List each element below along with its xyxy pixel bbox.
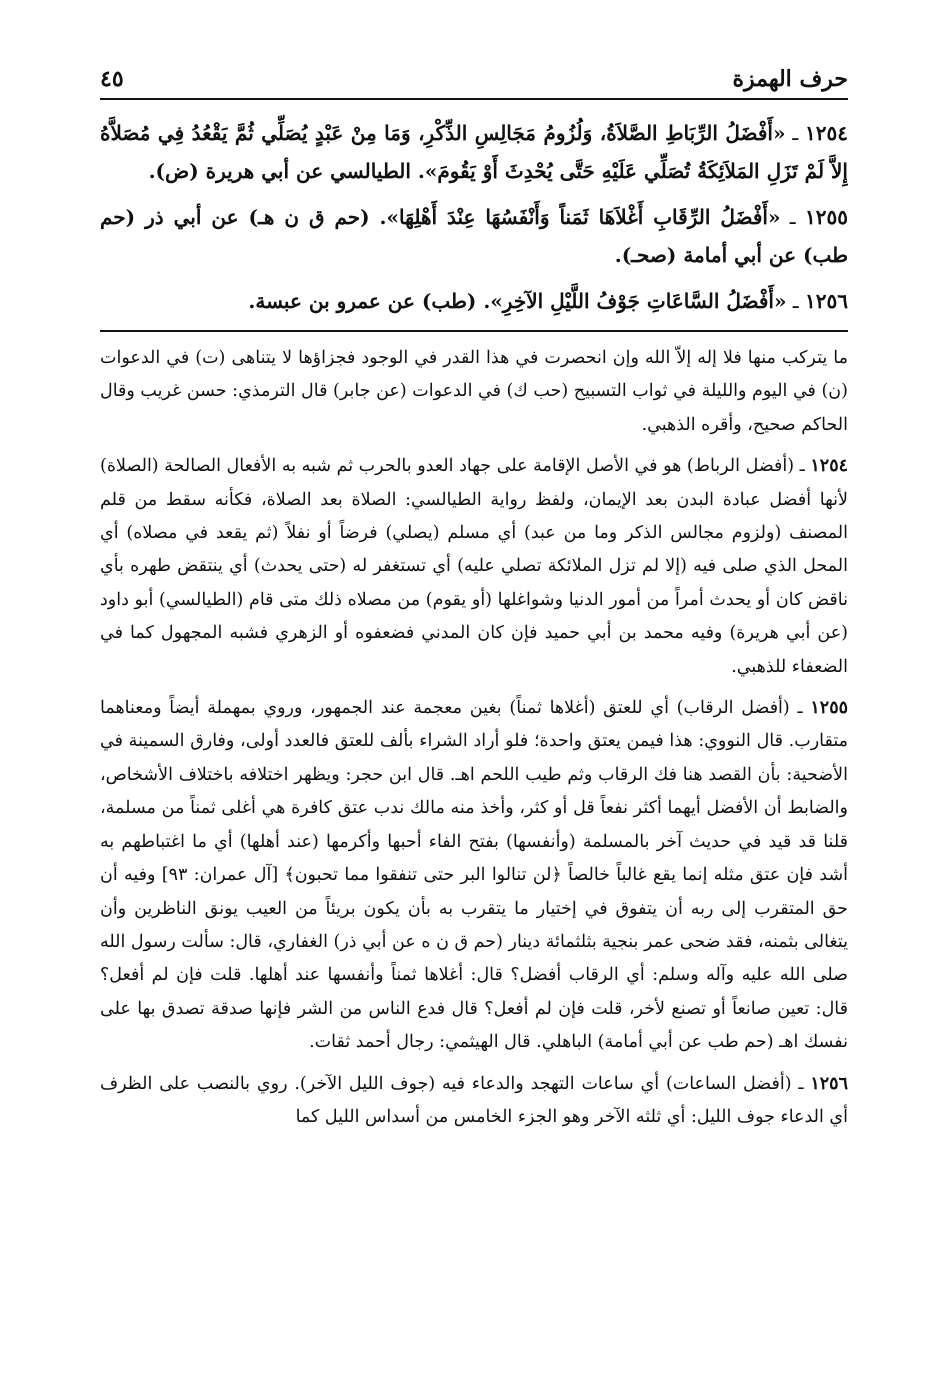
commentary-text: (أفضل الرباط) هو في الأصل الإقامة على جهاد العدو بالحرب ثم شبه به الأفعال الصالحة (الصلاة) لأنها أفضل عبادة البدن بعد الإيمان، ولفظ رواية الطيالسي: الصلاة بعد الصلاة، فكأنه سقط من قلم المصنف (ولزوم مجالس الذكر وما من عبد) أي مسلم (يصلي) فرضاً أو نفلاً (ثم يقعد في مصلاه) أي المحل الذي صلى فيه (إلا لم تزل الملائكة تصلي عليه) أي تستغفر له (حتى يحدث) أي ينتقض طهره بأي ناقض كان أو يحدث أمراً من أمور الدنيا وشواغلها (أو يقوم) من مصلاه ذلك متى قام (الطيالسي) أبو داود (عن أبي هريرة) وفيه محمد بن أبي حميد فإن كان المدني فضعفوه أو الزهري فشبه المجهول كما في الضعفاء للذهبي. <box>100 456 848 677</box>
hadith-entry: ١٢٥٦ ـ «أَفْضَلُ السَّاعَاتِ جَوْفُ اللَّيْلِ الآخِرِ». (طب) عن عمرو بن عبسة. <box>248 289 848 313</box>
hadith-entry: ١٢٥٥ ـ «أَفْضَلُ الرِّقَابِ أَغْلاَهَا ثَمَناً وَأَنْفَسُهَا عِنْدَ أَهْلِهَا». (حم ق ن هـ) عن أبي ذر (حم طب) عن أبي أمامة (صحـ). <box>100 205 848 267</box>
commentary-number: ١٢٥٦ <box>810 1073 848 1094</box>
hadith-text-section <box>100 114 848 320</box>
book-page <box>100 52 848 1342</box>
hadith-number: ١٢٥٥ <box>805 205 848 229</box>
hadith-text: «أَفْضَلُ الرِّقَابِ أَغْلاَهَا ثَمَناً وَأَنْفَسُهَا عِنْدَ أَهْلِهَا». (حم ق ن هـ) عن أبي ذر (حم طب) عن أبي أمامة (صحـ). <box>100 205 848 267</box>
commentary-paragraph: ١٢٥٦ ـ (أفضل الساعات) أي ساعات التهجد والدعاء فيه (جوف الليل الآخر). روي بالنصب على الظرف أي الدعاء جوف الليل: أي ثلثه الآخر وهو الجزء الخامس من أسداس الليل كما <box>100 1073 848 1127</box>
commentary-number: ١٢٥٥ <box>810 698 848 719</box>
running-head <box>100 52 848 100</box>
commentary-paragraph: ١٢٥٥ ـ (أفضل الرقاب) أي للعتق (أغلاها ثمناً) بغين معجمة عند الجمهور، وروي بمهملة أيضاً ومعناهما متقارب. قال النووي: هذا فيمن يعتق واحدة؛ فلو أراد الشراء بألف للعتق فالعدد أولى، وفارق السمينة في الأضحية: بأن القصد هنا فك الرقاب وثم طيب اللحم اهـ. قال ابن حجر: ويظهر اختلافه باختلاف الأشخاص، والضابط أن الأفضل أيهما أكثر نفعاً قل أو كثر، وأخذ منه مالك ندب عتق كافرة هي أغلى ثمناً من مسلمة، قلنا قد قيد في حديث آخر بالمسلمة (وأنفسها) بفتح الفاء أحبها وأكرمها (عند أهلها) أي ما اغتباطهم به أشد فإن عتق مثله إنما يقع غالباً خالصاً ﴿لن تنالوا البر حتى تنفقوا مما تحبون﴾ [آل عمران: ٩٣] وفيه أن حق المتقرب إلى ربه أن يتفوق في إختيار ما يتقرب به بأن يكون بريئاً من العيب يونق الناظرين وأن يتغالى بثمنه، فقد ضحى عمر بنجية بثلثمائة دينار (حم ق ن ه عن أبي ذر) الغفاري، قال: سألت رسول الله صلى الله عليه وآله وسلم: أي الرقاب أفضل؟ قال: أغلاها ثمناً وأنفسها عند أهلها. قلت فإن لم أفعل؟ قال: تعين صانعاً أو تصنع لأخر، قلت فإن لم أفعل؟ قال فدع الناس من الشر فإنها صدقة تصدق بها على نفسك اهـ (حم طب عن أبي أمامة) الباهلي. قال الهيثمي: رجال أحمد ثقات. <box>100 698 848 1053</box>
commentary-text: (أفضل الساعات) أي ساعات التهجد والدعاء فيه (جوف الليل الآخر). روي بالنصب على الظرف أي الدعاء جوف الليل: أي ثلثه الآخر وهو الجزء الخامس من أسداس الليل كما <box>100 1073 848 1127</box>
commentary-text: (أفضل الرقاب) أي للعتق (أغلاها ثمناً) بغين معجمة عند الجمهور، وروي بمهملة أيضاً ومعناهما متقارب. قال النووي: هذا فيمن يعتق واحدة؛ فلو أراد الشراء بألف للعتق فالعدد أولى، وفارق السمينة في الأضحية: بأن القصد هنا فك الرقاب وثم طيب اللحم اهـ. قال ابن حجر: ويظهر اختلافه باختلاف الأشخاص، والضابط أن الأفضل أيهما أكثر نفعاً قل أو كثر، وأخذ منه مالك ندب عتق كافرة هي أغلى ثمناً من مسلمة، قلنا قد قيد في حديث آخر بالمسلمة (وأنفسها) بفتح الفاء أحبها وأكرمها (عند أهلها) أي ما اغتباطهم به أشد فإن عتق مثله إنما يقع غالباً خالصاً ﴿لن تنالوا البر حتى تنفقوا مما تحبون﴾ [آل عمران: ٩٣] وفيه أن حق المتقرب إلى ربه أن يتفوق في إختيار ما يتقرب به بأن يكون بريئاً من العيب يونق الناظرين وأن يتغالى بثمنه، فقد ضحى عمر بنجية بثلثمائة دينار (حم ق ن ه عن أبي ذر) الغفاري، قال: سألت رسول الله صلى الله عليه وآله وسلم: أي الرقاب أفضل؟ قال: أغلاها ثمناً وأنفسها عند أهلها. قلت فإن لم أفعل؟ قال: تعين صانعاً أو تصنع لأخر، قلت فإن لم أفعل؟ قال فدع الناس من الشر فإنها صدقة تصدق بها على نفسك اهـ (حم طب عن أبي أمامة) الباهلي. قال الهيثمي: رجال أحمد ثقات. <box>100 698 848 1053</box>
footnote-divider <box>100 330 848 332</box>
commentary-text: ما يتركب منها فلا إله إلاّ الله وإن انحصرت في هذا القدر في الوجود فجزاؤها لا يتناهى (ت) في الدعوات (ن) في اليوم والليلة في ثواب التسبيح (حب ك) في الدعوات (عن جابر) قال الترمذي: حسن غريب وقال الحاكم صحيح، وأقره الذهبي. <box>100 348 848 435</box>
commentary-section <box>100 342 848 1134</box>
hadith-text: «أَفْضَلُ الرِّبَاطِ الصَّلاَةُ، وَلُزُومُ مَجَالِسِ الذِّكْرِ، وَمَا مِنْ عَبْدٍ يُصَلِّي ثُمَّ يَقْعُدُ فِي مُصَلاَّهُ إِلاَّ لَمْ تَزَلِ المَلاَئِكَةُ تُصَلِّي عَلَيْهِ حَتَّى يُحْدِثَ أَوْ يَقُومَ». الطيالسي عن أبي هريرة (ض). <box>100 121 848 183</box>
commentary-paragraph: ١٢٥٤ ـ (أفضل الرباط) هو في الأصل الإقامة على جهاد العدو بالحرب ثم شبه به الأفعال الصالحة (الصلاة) لأنها أفضل عبادة البدن بعد الإيمان، ولفظ رواية الطيالسي: الصلاة بعد الصلاة، فكأنه سقط من قلم المصنف (ولزوم مجالس الذكر وما من عبد) أي مسلم (يصلي) فرضاً أو نفلاً (ثم يقعد في مصلاه) أي المحل الذي صلى فيه (إلا لم تزل الملائكة تصلي عليه) أي تستغفر له (حتى يحدث) أي ينتقض طهره بأي ناقض كان أو يحدث أمراً من أمور الدنيا وشواغلها (أو يقوم) من مصلاه ذلك متى قام (الطيالسي) أبو داود (عن أبي هريرة) وفيه محمد بن أبي حميد فإن كان المدني فضعفوه أو الزهري فشبه المجهول كما في الضعفاء للذهبي. <box>100 456 848 677</box>
hadith-number: ١٢٥٦ <box>805 289 848 313</box>
hadith-number: ١٢٥٤ <box>805 121 848 145</box>
commentary-number: ١٢٥٤ <box>810 456 848 477</box>
hadith-entry: ١٢٥٤ ـ «أَفْضَلُ الرِّبَاطِ الصَّلاَةُ، وَلُزُومُ مَجَالِسِ الذِّكْرِ، وَمَا مِنْ عَبْدٍ يُصَلِّي ثُمَّ يَقْعُدُ فِي مُصَلاَّهُ إِلاَّ لَمْ تَزَلِ المَلاَئِكَةُ تُصَلِّي عَلَيْهِ حَتَّى يُحْدِثَ أَوْ يَقُومَ». الطيالسي عن أبي هريرة (ض). <box>100 121 848 183</box>
hadith-text: «أَفْضَلُ السَّاعَاتِ جَوْفُ اللَّيْلِ الآخِرِ». (طب) عن عمرو بن عبسة. <box>248 289 787 313</box>
commentary-paragraph <box>100 342 848 442</box>
page-number: ٤٥ <box>100 66 124 92</box>
chapter-title: حرف الهمزة <box>732 66 848 92</box>
